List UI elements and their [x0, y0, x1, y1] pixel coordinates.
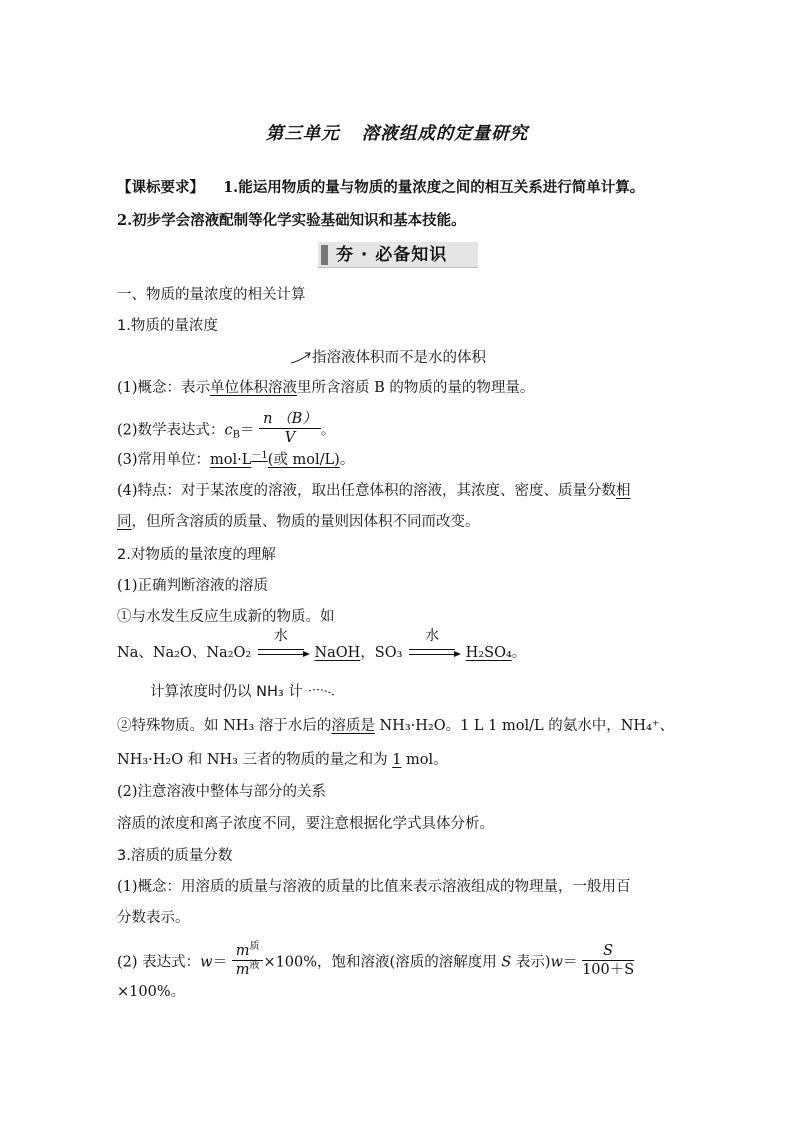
percent-text-b: 表示)	[511, 954, 551, 971]
concept-underline: 单位体积溶液	[210, 380, 298, 396]
mass-num: $m^质$	[232, 942, 264, 961]
standards-label: 【课标要求】	[117, 179, 204, 196]
percent-text: ×100%，饱和溶液(溶质的溶解度用	[263, 954, 502, 971]
mass-fraction	[232, 942, 264, 979]
item-3-concept-1: (1)概念：用溶质的质量与溶液的质量的比值来表示溶液组成的物理量，一般用百	[117, 879, 631, 895]
dashed-curve-icon	[307, 685, 337, 699]
unit-line	[117, 450, 354, 470]
unit-number: 第三单元	[265, 124, 340, 144]
section-banner	[318, 242, 478, 268]
w-symbol-2: w	[550, 954, 563, 971]
case-2-line2-b: mol。	[401, 752, 448, 768]
reactants-na: Na、Na₂O、Na₂O₂	[117, 645, 252, 661]
eq-symbol: ＝	[212, 954, 228, 971]
item-2-heading: 2.对物质的量浓度的理解	[117, 547, 276, 563]
banner-text: 夯 · 必备知识	[336, 245, 448, 265]
standards-req-2: 2.初步学会溶液配制等化学实验基础知识和基本技能。	[117, 212, 466, 229]
mass-den: $m^液$	[235, 960, 260, 978]
eq-symbol-2: ＝	[562, 954, 578, 971]
solubility-fraction	[582, 942, 634, 979]
unit-mol-l: mol·L	[210, 452, 252, 468]
case-2-underline: 溶质是	[331, 718, 375, 734]
expression-c: c	[224, 422, 233, 439]
case-2-line-2	[117, 750, 448, 770]
unit-sup: －1	[251, 450, 268, 461]
banner-bar-icon	[321, 245, 328, 265]
s-symbol: S	[501, 954, 512, 971]
standards-line-1	[117, 178, 644, 198]
fraction-numerator: n （B）	[259, 410, 321, 429]
item-3-heading: 3.溶质的质量分数	[117, 848, 233, 864]
reaction-arrow-2	[407, 628, 461, 663]
feature-line-2	[117, 512, 480, 532]
page-title	[0, 120, 794, 145]
arrow-water-label-2: 水	[425, 628, 440, 644]
reactant-so3: ，SO₃	[360, 645, 403, 661]
reaction-arrow-1	[256, 628, 310, 663]
unit-label: (3)常用单位：	[117, 452, 211, 468]
feature-underline-2: 同	[117, 514, 132, 530]
standards-req-1: 1.能运用物质的量与物质的量浓度之间的相互关系进行简单计算。	[223, 179, 645, 196]
item-2-sub-1: (1)正确判断溶液的溶质	[117, 578, 269, 594]
unit-end: 。	[339, 452, 355, 468]
case-2-line2-a: NH₃·H₂O 和 NH₃ 三者的物质的量之和为	[117, 752, 393, 768]
expression-end: 。	[320, 422, 336, 439]
expression-label: (2)数学表达式：	[117, 422, 225, 439]
curved-arrow-icon	[290, 351, 312, 365]
note-nh3	[150, 680, 337, 701]
case-2-text-a: ②特殊物质。如 NH₃ 溶于水后的	[117, 718, 332, 734]
concept-text-b: 里所含溶质 B 的物质的量的物理量。	[297, 380, 535, 396]
case-2-line2-underline: 1	[392, 752, 402, 768]
expression-line	[117, 412, 335, 449]
expression-eq: ＝	[240, 422, 255, 439]
product-h2so4: H₂SO₄	[465, 645, 512, 661]
w-symbol: w	[200, 954, 213, 971]
concept-text-a: (1)概念：表示	[117, 380, 211, 396]
item-2-case-1: ①与水发生反应生成新的物质。如	[117, 609, 335, 625]
concept-line	[117, 378, 534, 398]
unit-name: 溶液组成的定量研究	[361, 124, 529, 144]
mass-fraction-end: ×100%。	[117, 984, 186, 1000]
item-3-concept-2: 分数表示。	[117, 910, 190, 926]
mass-fraction-label: (2) 表达式：	[117, 954, 201, 971]
arrow-water-label: 水	[273, 628, 288, 644]
unit-alt: (或 mol/L)	[267, 452, 340, 468]
feature-underline-1: 相	[616, 483, 631, 499]
fraction-denominator: V	[284, 430, 296, 446]
product-naoh: NaOH	[314, 645, 361, 661]
reaction-line	[117, 628, 527, 663]
item-2-sub-2-text: 溶质的浓度和离子浓度不同，要注意根据化学式具体分析。	[117, 816, 494, 832]
reaction-end: 。	[511, 645, 527, 661]
section-1-heading: 一、物质的量浓度的相关计算	[117, 287, 306, 303]
note-nh3-text: 计算浓度时仍以 NH₃ 计	[150, 684, 303, 700]
item-1-heading: 1.物质的量浓度	[117, 318, 218, 334]
note-volume	[290, 346, 486, 367]
item-2-sub-2: (2)注意溶液中整体与部分的关系	[117, 784, 327, 800]
case-2-text-b: NH₃·H₂O。1 L 1 mol/L 的氨水中，NH₄⁺、	[374, 718, 675, 734]
case-2-line-1	[117, 716, 674, 736]
expression-fraction	[259, 410, 321, 447]
expression-sub: B	[232, 429, 241, 441]
solubility-num: S	[582, 942, 634, 961]
feature-line-1	[117, 481, 631, 501]
feature-text-a: (4)特点：对于某浓度的溶液，取出任意体积的溶液，其浓度、密度、质量分数	[117, 483, 617, 499]
feature-text-b: ，但所含溶质的质量、物质的量则因体积不同而改变。	[131, 514, 480, 530]
solubility-den: 100＋S	[582, 962, 635, 978]
mass-fraction-expression	[117, 941, 635, 981]
note-volume-text: 指溶液体积而不是水的体积	[312, 350, 486, 366]
